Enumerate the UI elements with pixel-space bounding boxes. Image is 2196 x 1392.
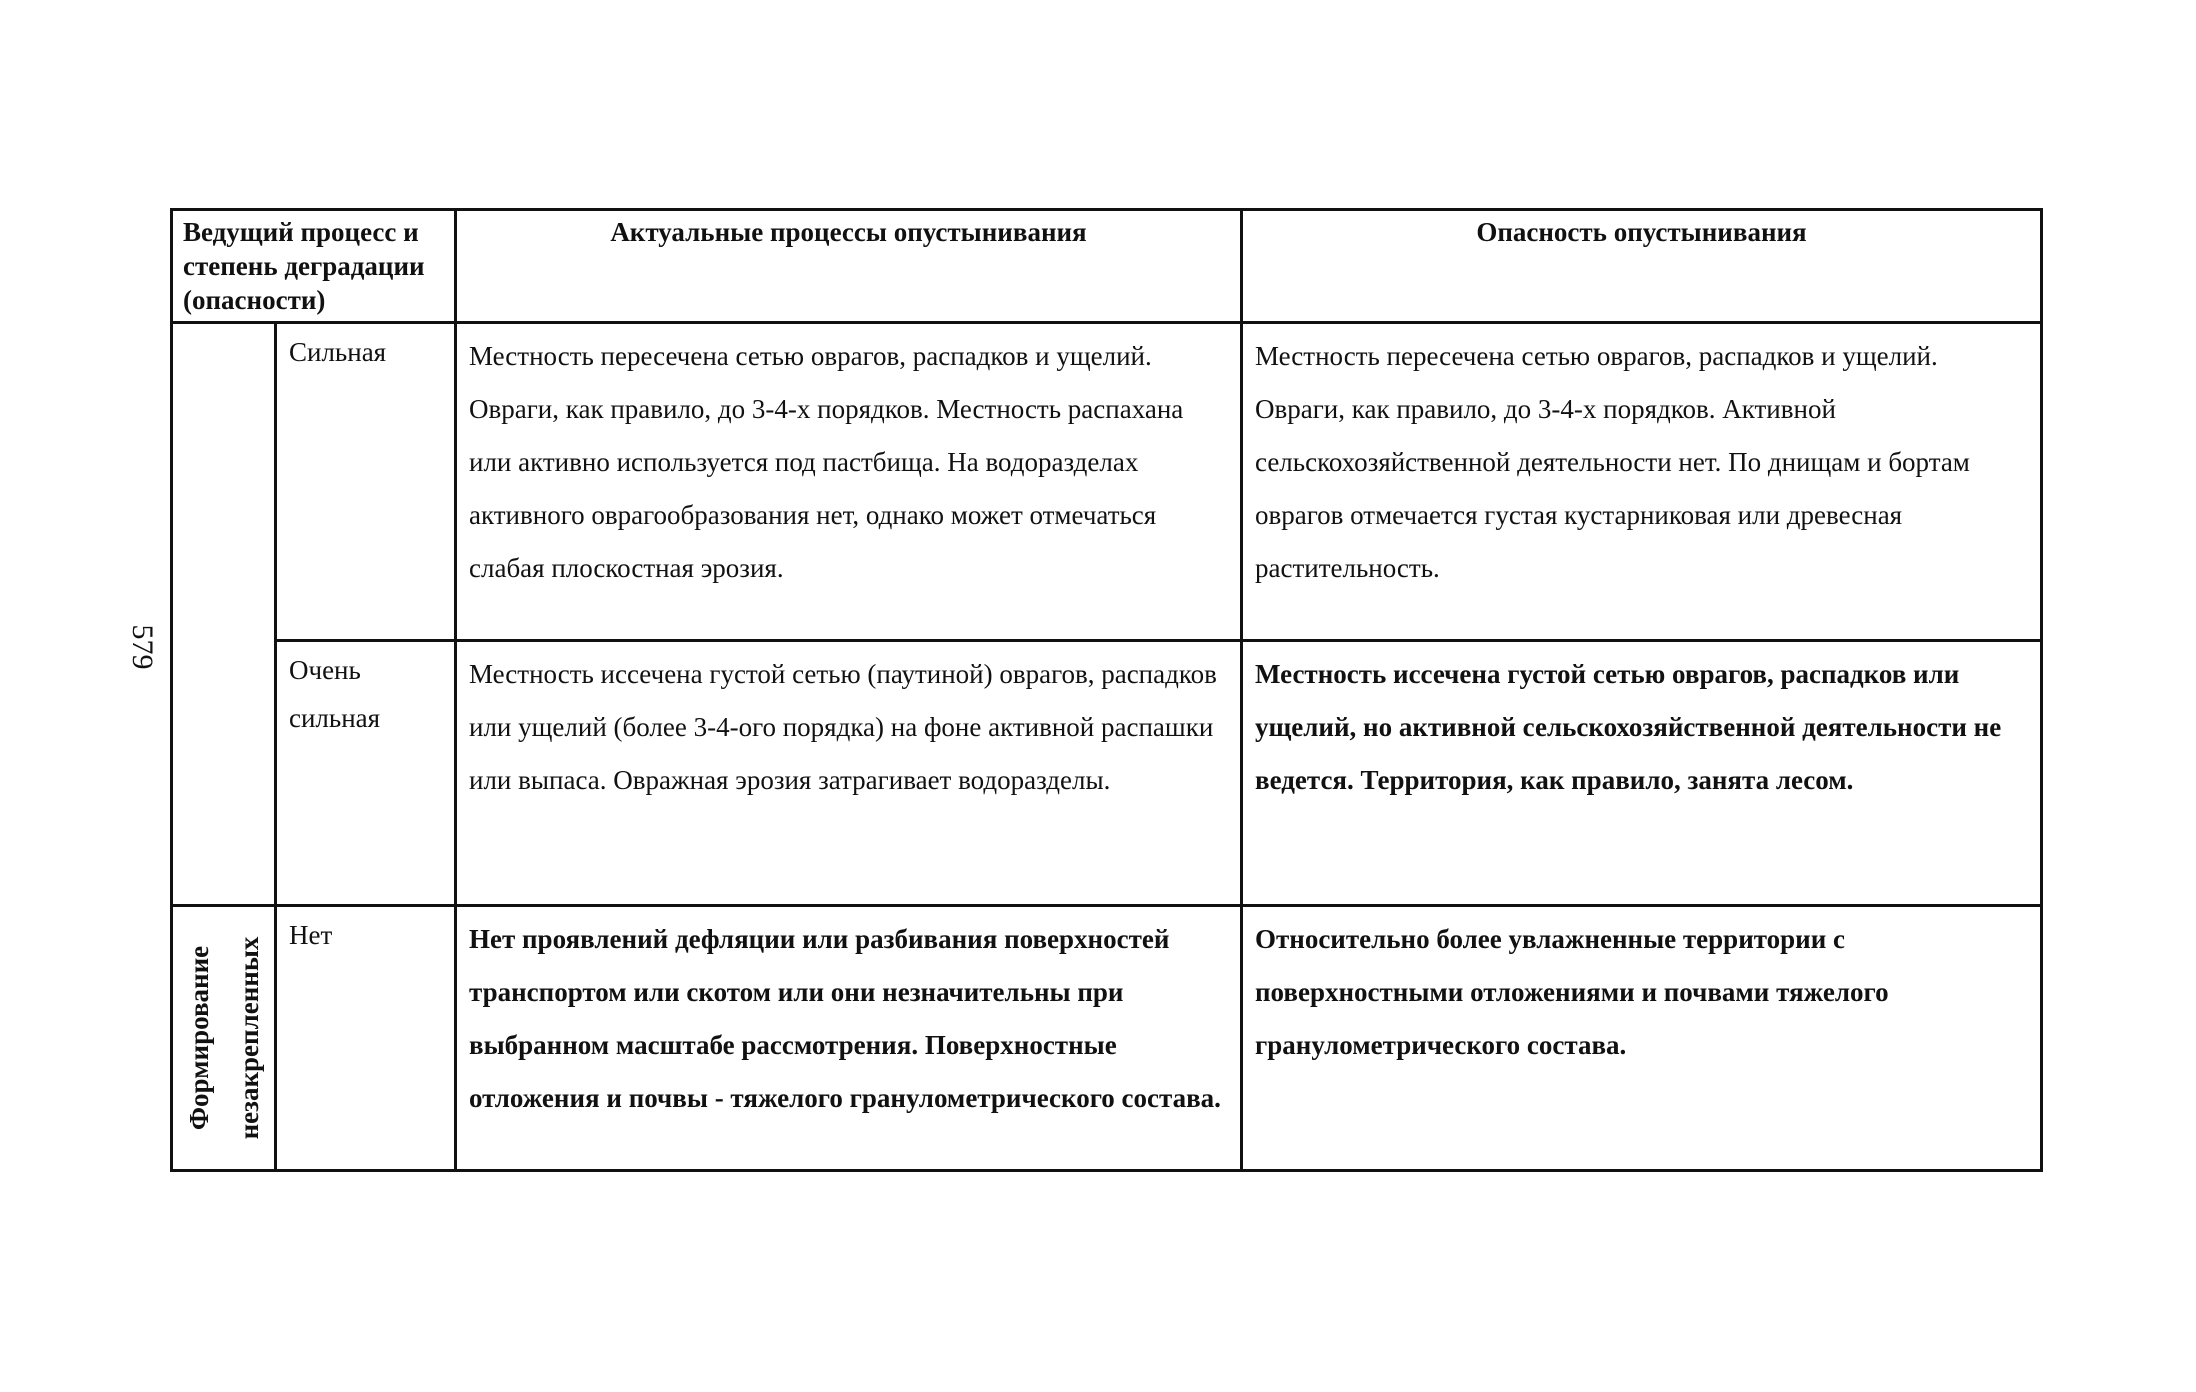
header-danger: Опасность опустынивания	[1242, 210, 2042, 323]
header-actual-processes: Актуальные процессы опустынивания	[456, 210, 1242, 323]
group-cell-erosion	[172, 323, 276, 906]
table-row	[172, 323, 2042, 641]
header-row	[172, 210, 2042, 323]
group-label-line2: незакрепленных	[233, 936, 264, 1140]
header-process-degree: Ведущий процесс и степень деградации (опасности)	[172, 210, 456, 323]
actual-cell: Нет проявлений дефляции или разбивания поверхностей транспортом или скотом или они незначительны при выбранном масштабе рассмотрения. Поверхностные отложения и почвы - тяжелого гранулометрического состава.	[456, 906, 1242, 1171]
actual-cell: Местность пересечена сетью оврагов, распадков и ущелий. Овраги, как правило, до 3-4-х порядков. Местность распахана или активно используется под пастбища. На водоразделах активного оврагообразования нет, однако может отмечаться слабая плоскостная эрозия.	[456, 323, 1242, 641]
group-label-line1: Формирование	[183, 945, 214, 1131]
page-number: 579	[126, 624, 159, 670]
danger-cell: Местность иссечена густой сетью оврагов, распадков или ущелий, но активной сельскохозяйственной деятельности не ведется. Территория, как правило, занята лесом.	[1242, 641, 2042, 906]
actual-cell: Местность иссечена густой сетью (паутиной) оврагов, распадков или ущелий (более 3-4-ого порядка) на фоне активной распашки или выпаса. Овражная эрозия затрагивает водоразделы.	[456, 641, 1242, 906]
degree-cell: Сильная	[276, 323, 456, 641]
table-row	[172, 641, 2042, 906]
group-cell-formation	[172, 906, 276, 1171]
desertification-table	[170, 208, 2043, 1172]
table-row	[172, 906, 2042, 1171]
danger-cell: Местность пересечена сетью оврагов, распадков и ущелий. Овраги, как правило, до 3-4-х порядков. Активной сельскохозяйственной деятельности нет. По днищам и бортам оврагов отмечается густая кустарниковая или древесная растительность.	[1242, 323, 2042, 641]
danger-cell: Относительно более увлажненные территории с поверхностными отложениями и почвами тяжелого гранулометрического состава.	[1242, 906, 2042, 1171]
group-label-formation	[174, 937, 274, 1140]
degree-cell: Очень сильная	[276, 641, 456, 906]
degree-cell: Нет	[276, 906, 456, 1171]
